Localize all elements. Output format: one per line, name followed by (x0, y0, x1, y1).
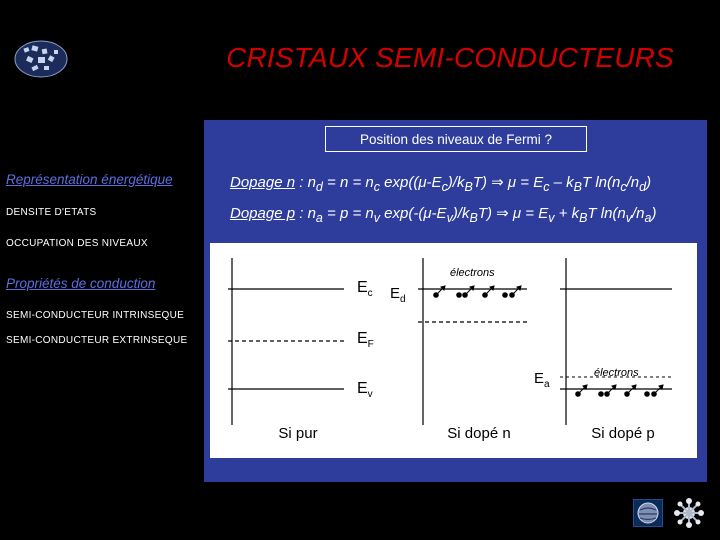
home-button[interactable] (633, 499, 663, 527)
label-ev: $E_v$ (357, 380, 373, 400)
next-icon (672, 497, 706, 529)
label-ed: $E_d$ (390, 285, 406, 305)
nav-occupation-niveaux[interactable]: OCCUPATION DES NIVEAUX (6, 238, 148, 249)
label-electrons-n: électrons (450, 267, 495, 279)
slide-title: CRISTAUX SEMI-CONDUCTEURS (226, 42, 674, 73)
caption-si-dope-p: Si dopé p (591, 425, 655, 442)
caption-si-dope-n: Si dopé n (447, 425, 511, 442)
electron-markers-p (576, 385, 663, 396)
next-button[interactable] (672, 497, 706, 529)
equation-dopage-p: Dopage p : $n_a = p = n_v$ $\exp(-(\mu-E_v)/k_BT)$ ⇒ $\mu = E_v + k_BT$ $\ln(n_v/n_a)$ (230, 205, 657, 225)
label-ec: $E_c$ (357, 279, 373, 299)
nav-densite-etats[interactable]: DENSITE D'ETATS (6, 207, 97, 218)
electron-markers-n (434, 286, 521, 297)
caption-si-pur: Si pur (278, 425, 318, 442)
fermi-question-box: Position des niveaux de Fermi ? (325, 126, 587, 152)
nav-semi-conducteur-intrinseque[interactable]: SEMI-CONDUCTEUR INTRINSEQUE (6, 310, 185, 321)
home-icon (634, 500, 662, 526)
label-ef: $E_F$ (357, 330, 374, 350)
label-electrons-p: électrons (594, 367, 639, 379)
label-ea: $E_a$ (534, 370, 550, 390)
nav-semi-conducteur-extrinseque[interactable]: SEMI-CONDUCTEUR EXTRINSEQUE (6, 335, 188, 346)
nav-proprietes-conduction[interactable]: Propriétés de conduction (6, 276, 156, 291)
nav-representation-energetique[interactable]: Représentation énergétique (6, 172, 173, 187)
equation-dopage-n: Dopage n : $n_d = n = n_c$ $\exp((\mu-E_c)/k_BT)$ ⇒ $\mu = E_c - k_BT$ $\ln(n_c/n_d)$ (230, 174, 652, 194)
